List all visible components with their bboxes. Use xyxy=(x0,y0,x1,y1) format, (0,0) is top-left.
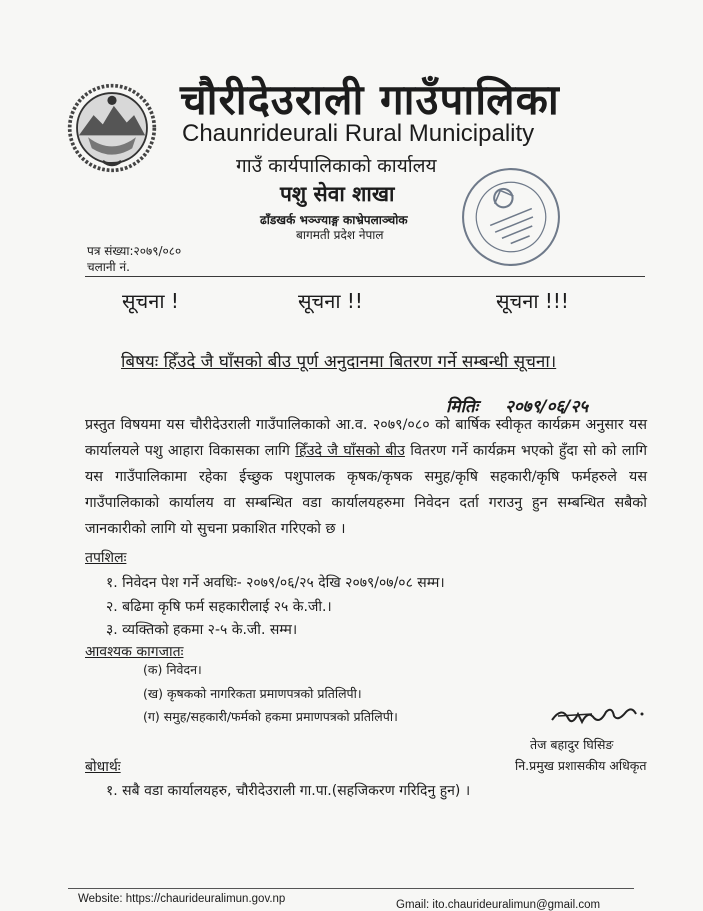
details-item: २. बढिमा कृषि फर्म सहकारीलाई २५ के.जी.। xyxy=(106,599,332,615)
address-line-2: बागमती प्रदेश नेपाल xyxy=(296,228,384,242)
notice-heading-3: सूचना !!! xyxy=(496,289,569,313)
body-text-end: वितरण गर्ने कार्यक्रम भएको हुँदा सो को लागि यस गाउँपालिकामा रहेका ईच्छुक पशुपालक कृषक/कृषक समुह/कृषि सहकारी/कृषि फर्महरुले यस गाउँपालिकाको कार्यालय वा सम्बन्धित वडा कार्यालयहरुमा निवेदन दर्ता गराउनु हुन सम्बन्धित सबैको जानकारीको लागि यो सुचना प्रकाशित गरिएको छ । xyxy=(85,443,647,537)
documents-item: (ख) कृषकको नागरिकता प्रमाणपत्रको प्रतिलिपी। xyxy=(143,686,362,701)
office-name: गाउँ कार्यपालिकाको कार्यालय xyxy=(236,155,437,177)
nepal-emblem-logo xyxy=(66,82,158,174)
dispatch-number: चलानी नं. xyxy=(87,260,130,274)
documents-heading: आवश्यक कागजातः xyxy=(85,644,184,660)
documents-item: (ग) समुह/सहकारी/फर्मको हकमा प्रमाणपत्रको प्रतिलिपी। xyxy=(143,709,398,724)
cc-heading: बोधार्थः xyxy=(85,759,121,775)
letter-number: पत्र संख्या:२०७९/०८० xyxy=(87,244,182,258)
signer-title: नि.प्रमुख प्रशासकीय अधिकृत xyxy=(515,758,647,773)
subject-line: बिषयः हिँउदे जै घाँसको बीउ पूर्ण अनुदानमा बितरण गर्ने सम्बन्धी सूचना। xyxy=(121,352,557,372)
date-value: २०७९/०६/२५ xyxy=(505,397,589,417)
municipality-name-english: Chaunrideurali Rural Municipality xyxy=(182,120,535,147)
date-label: मितिः xyxy=(446,397,479,417)
footer-email: Gmail: ito.chaurideuralimun@gmail.com xyxy=(396,899,601,911)
documents-item: (क) निवेदन। xyxy=(143,662,202,677)
body-paragraph xyxy=(85,412,647,542)
branch-name: पशु सेवा शाखा xyxy=(280,182,395,206)
header-divider xyxy=(85,276,645,277)
footer-divider xyxy=(68,888,634,889)
body-emphasis: हिँउदे जै घाँसको बीउ xyxy=(295,443,405,459)
municipality-name-nepali: चौरीदेउराली गाउँपालिका xyxy=(180,75,560,124)
notice-heading-2: सूचना !! xyxy=(298,289,363,313)
footer-website: Website: https://chaurideuralimun.gov.np xyxy=(78,893,286,905)
notice-heading-1: सूचना ! xyxy=(122,289,179,313)
cc-item: १. सबै वडा कार्यालयहरु, चौरीदेउराली गा.पा.(सहजिकरण गरिदिनु हुन) । xyxy=(106,783,471,799)
address-line-1: ढाँडखर्क भञ्ज्याङ्ग काभ्रेपलाञ्चोक xyxy=(260,213,408,227)
details-item: ३. व्यक्तिको हकमा २-५ के.जी. सम्म। xyxy=(106,622,298,638)
signer-name: तेज बहादुर घिसिङ xyxy=(530,737,614,752)
body-text-start: प्रस्तुत विषयमा यस चौरीदेउराली गाउँपालिकाको आ.व. २०७९/०८० को बार्षिक स्वीकृत कार्यक्रम अनुसार यस कार्यालयले पशु आहारा विकासका लागि xyxy=(85,417,647,459)
details-item: १. निवेदन पेश गर्ने अवधिः- २०७९/०६/२५ देखि २०७९/०७/०८ सम्म। xyxy=(106,575,445,591)
handwritten-signature xyxy=(548,700,648,730)
details-heading: तपशिलः xyxy=(85,550,127,566)
office-round-stamp xyxy=(445,151,578,284)
